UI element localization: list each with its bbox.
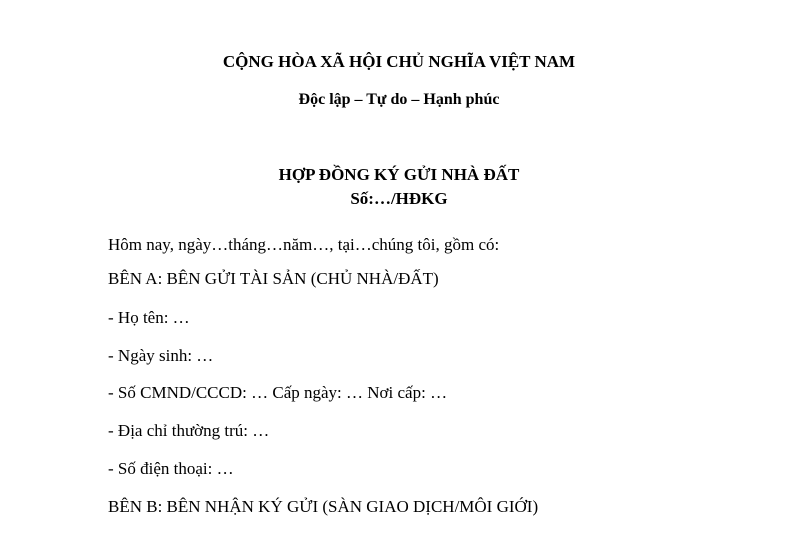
party-b-heading: BÊN B: BÊN NHẬN KÝ GỬI (SÀN GIAO DỊCH/MÔI GIỚI) [108, 497, 539, 516]
party-a-field-phone: - Số điện thoại: … [108, 459, 234, 478]
party-a-field-name: - Họ tên: … [108, 308, 190, 327]
party-a-field-address: - Địa chỉ thường trú: … [108, 421, 270, 440]
party-a-heading: BÊN A: BÊN GỬI TÀI SẢN (CHỦ NHÀ/ĐẤT) [108, 269, 439, 288]
intro-paragraph: Hôm nay, ngày…tháng…năm…, tại…chúng tôi, gồm có: [108, 235, 500, 254]
contract-title: HỢP ĐỒNG KÝ GỬI NHÀ ĐẤT [278, 165, 520, 184]
national-motto-line1: CỘNG HÒA XÃ HỘI CHỦ NGHĨA VIỆT NAM [222, 52, 576, 71]
party-a-field-birthdate: - Ngày sinh: … [108, 346, 214, 365]
party-a-field-id-number: - Số CMND/CCCD: … Cấp ngày: … Nơi cấp: … [108, 383, 448, 402]
national-motto-line2: Độc lập – Tự do – Hạnh phúc [298, 91, 500, 108]
contract-number: Số:…/HĐKG [350, 189, 448, 208]
